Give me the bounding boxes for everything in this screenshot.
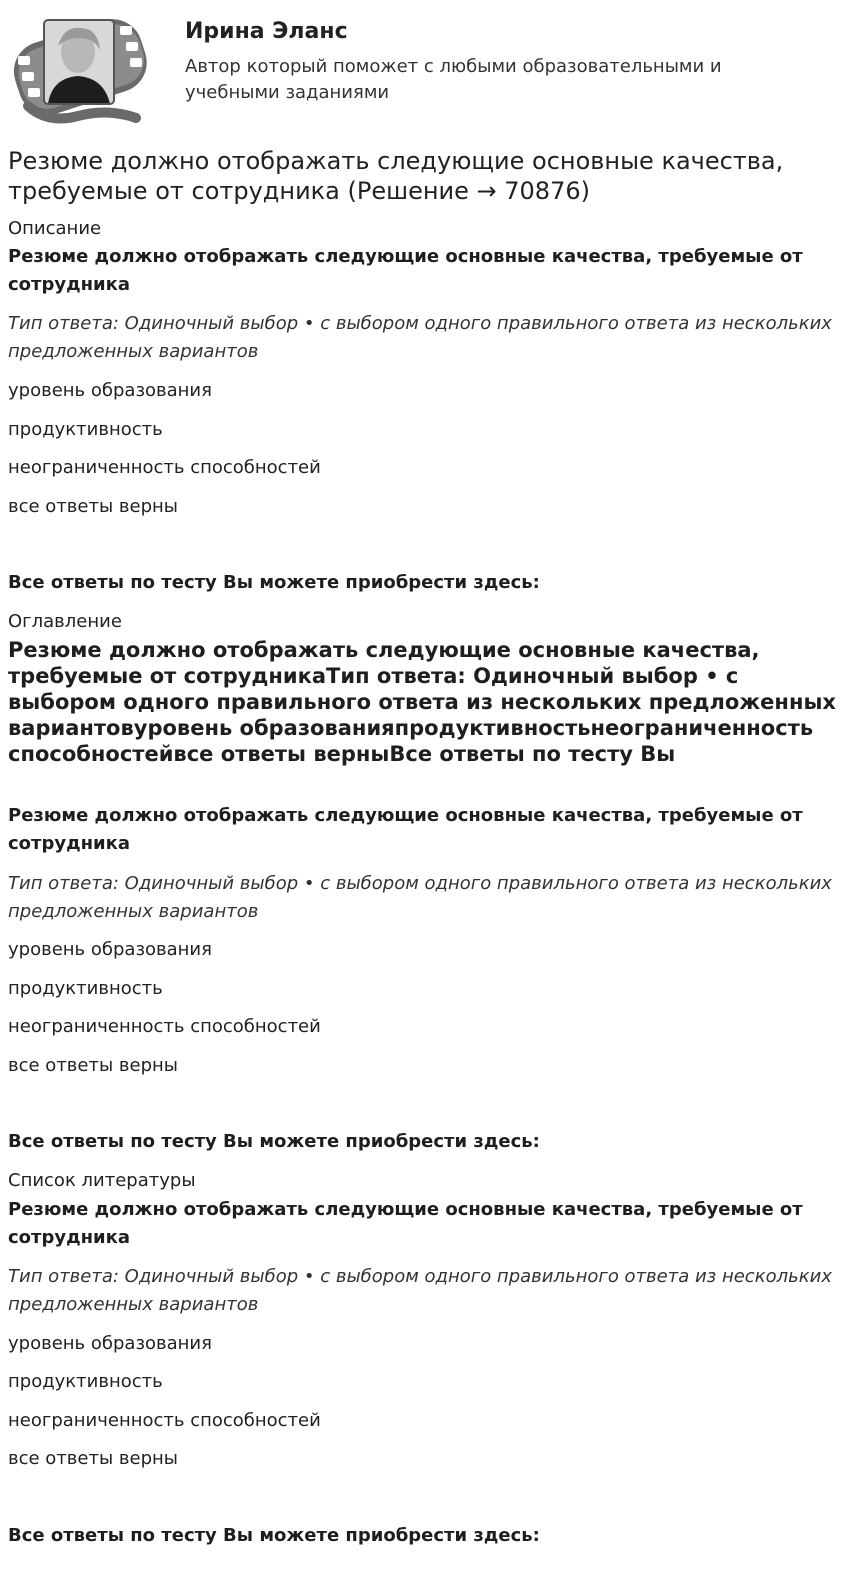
description-label: Описание bbox=[8, 218, 102, 239]
author-header bbox=[8, 6, 838, 131]
toc-heading: Резюме должно отображать следующие основные качества, требуемые от сотрудникаТип ответа: Одиночный выбор • с выбором одного правильного ответа из нескольких предложенных вариантовуровень образованияпродуктивностьнеограниченность способностейвсе ответы верныВсе ответы по тесту Вы bbox=[8, 638, 836, 766]
author-name[interactable]: Ирина Эланс bbox=[185, 19, 348, 44]
description-option: продуктивность bbox=[8, 419, 163, 440]
description-question: Резюме должно отображать следующие основные качества, требуемые от сотрудника bbox=[8, 246, 803, 295]
description-option: все ответы верны bbox=[8, 496, 178, 517]
description-option: неограниченность способностей bbox=[8, 457, 321, 478]
author-description: Автор который поможет с любыми образовательными и учебными заданиями bbox=[185, 56, 722, 103]
literature-option: неограниченность способностей bbox=[8, 1410, 321, 1431]
literature-question: Резюме должно отображать следующие основные качества, требуемые от сотрудника bbox=[8, 1199, 803, 1248]
description-buy-text: Все ответы по тесту Вы можете приобрести здесь: bbox=[8, 572, 540, 593]
literature-label: Список литературы bbox=[8, 1170, 196, 1191]
page-title: Резюме должно отображать следующие основные качества, требуемые от сотрудника (Решение → 70876) bbox=[8, 147, 784, 205]
toc-buy-text: Все ответы по тесту Вы можете приобрести здесь: bbox=[8, 1131, 540, 1152]
toc-option: уровень образования bbox=[8, 939, 212, 960]
toc-option: неограниченность способностей bbox=[8, 1016, 321, 1037]
literature-buy-text: Все ответы по тесту Вы можете приобрести здесь: bbox=[8, 1525, 540, 1546]
toc-question: Резюме должно отображать следующие основные качества, требуемые от сотрудника bbox=[8, 805, 803, 854]
toc-label: Оглавление bbox=[8, 611, 122, 632]
description-option: уровень образования bbox=[8, 380, 212, 401]
toc-option: продуктивность bbox=[8, 978, 163, 999]
literature-option: все ответы верны bbox=[8, 1448, 178, 1469]
film-frame-avatar-icon bbox=[8, 6, 153, 126]
avatar[interactable] bbox=[8, 6, 153, 126]
toc-option: все ответы верны bbox=[8, 1055, 178, 1076]
literature-answer-type: Тип ответа: Одиночный выбор • с выбором одного правильного ответа из нескольких предложенных вариантов bbox=[8, 1266, 832, 1315]
literature-option: продуктивность bbox=[8, 1371, 163, 1392]
literature-option: уровень образования bbox=[8, 1333, 212, 1354]
description-answer-type: Тип ответа: Одиночный выбор • с выбором одного правильного ответа из нескольких предложенных вариантов bbox=[8, 313, 832, 362]
toc-answer-type: Тип ответа: Одиночный выбор • с выбором одного правильного ответа из нескольких предложенных вариантов bbox=[8, 873, 832, 922]
